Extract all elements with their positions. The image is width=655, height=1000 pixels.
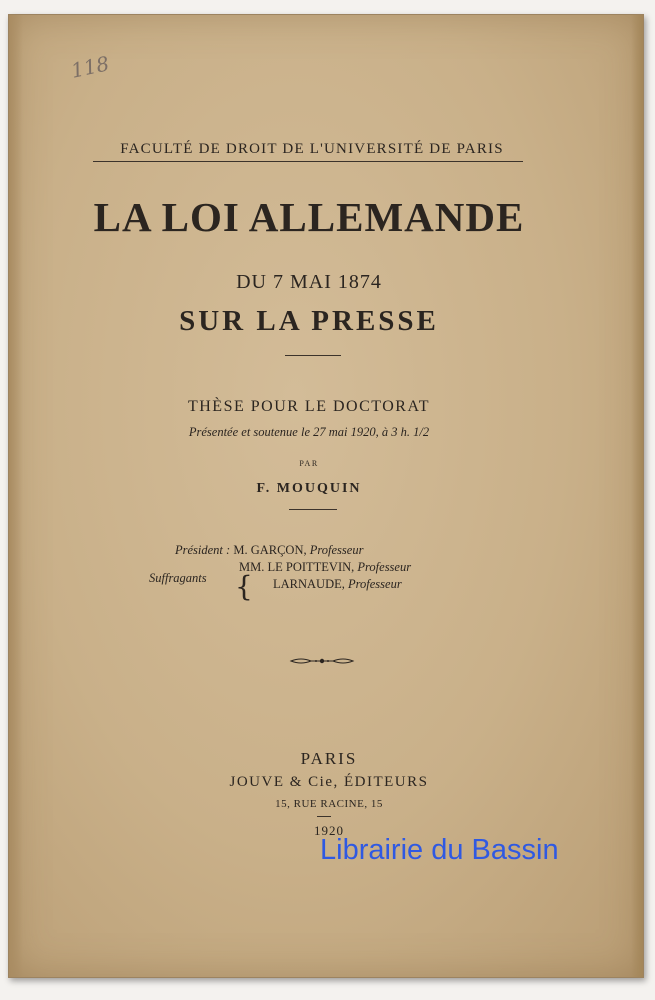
member1-role: Professeur (357, 560, 412, 574)
thesis-line: THÈSE POUR LE DOCTORAT (187, 398, 431, 415)
author-name: F. MOUQUIN (256, 481, 362, 496)
ornament-icon (289, 655, 355, 667)
jury-member-2 (273, 577, 402, 592)
imprint-divider (317, 816, 331, 817)
title-subject: SUR LA PRESSE (179, 305, 439, 337)
member2-role: Professeur (348, 577, 402, 591)
president-role: Professeur (309, 543, 364, 557)
suffragants-label (149, 571, 207, 586)
author-divider (289, 509, 337, 510)
suffragants-text: Suffragants (149, 571, 207, 585)
by-label: PAR (299, 459, 319, 468)
title-date: DU 7 MAI 1874 (236, 271, 382, 293)
president-label: Président : (175, 543, 231, 557)
imprint-year: 1920 (314, 823, 344, 838)
faculty-rule (93, 161, 523, 162)
imprint-address: 15, RUE RACINE, 15 (275, 798, 383, 810)
seller-watermark: Librairie du Bassin (320, 834, 559, 866)
imprint-city: PARIS (300, 749, 358, 768)
title-main: LA LOI ALLEMANDE (93, 194, 525, 240)
faculty-heading: FACULTÉ DE DROIT DE L'UNIVERSITÉ DE PARIS (120, 141, 504, 157)
title-divider (285, 355, 341, 356)
jury-member-1 (239, 560, 411, 575)
member2-name: LARNAUDE, (273, 577, 345, 591)
jury-brace: { (235, 570, 253, 603)
presentation-date: Présentée et soutenue le 27 mai 1920, à 3 h. 1/2 (188, 425, 430, 439)
president-name: M. GARÇON, (233, 543, 307, 557)
jury-president (175, 543, 363, 558)
imprint-publisher: JOUVE & Cie, ÉDITEURS (229, 774, 429, 790)
member1-name: MM. LE POITTEVIN, (239, 560, 355, 574)
pencil-mark: 118 (68, 51, 112, 83)
